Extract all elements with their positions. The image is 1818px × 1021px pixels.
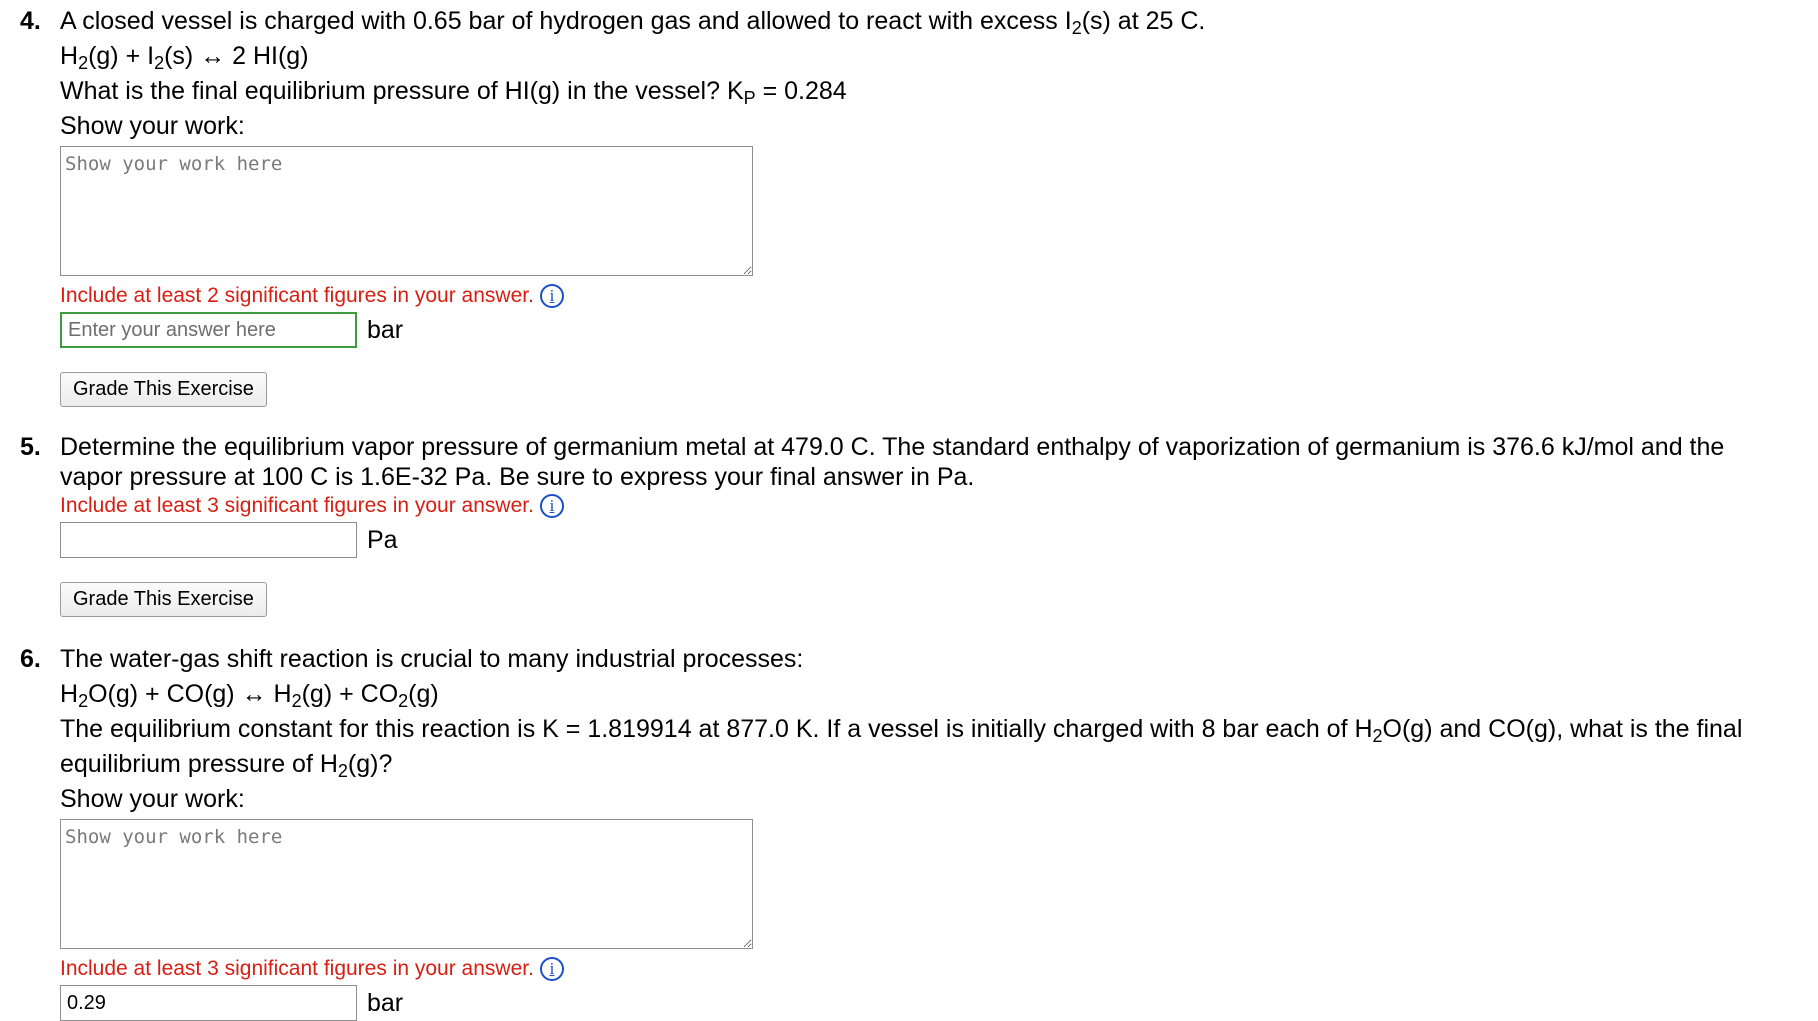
grade-button[interactable]: Grade This Exercise (60, 372, 267, 407)
sigfig-note: Include at least 2 significant figures in your answer. i (60, 282, 1790, 310)
question-text: A closed vessel is charged with 0.65 bar of hydrogen gas and allowed to react with excess $I_2(s)$ at 25 C. (60, 7, 1206, 38)
question-prompt: What is the final equilibrium pressure of HI(g) in the vessel? $K_P = 0.284$ (60, 77, 847, 108)
answer-input[interactable] (60, 985, 357, 1021)
question-number: 4. (20, 7, 41, 35)
answer-input[interactable] (60, 522, 357, 558)
sigfig-note: Include at least 3 significant figures in your answer. i (60, 492, 1790, 520)
answer-input[interactable] (60, 312, 357, 348)
info-icon[interactable]: i (540, 494, 564, 518)
work-textarea[interactable] (60, 819, 753, 949)
reaction-equation: $H_2(g) + I_2(s)$ ↔ 2 HI(g) (60, 42, 309, 73)
question-text: Determine the equilibrium vapor pressure of germanium metal at 479.0 C. The standard enthalpy of vaporization of germanium is 376.6 kJ/mol and the vapor pressure at 100 C is 1.6E-32 Pa. Be sure to express your final answer in Pa. (60, 433, 1725, 491)
question-text: The water-gas shift reaction is crucial to many industrial processes: (60, 645, 804, 673)
question-number: 5. (20, 433, 41, 461)
work-textarea[interactable] (60, 146, 753, 276)
info-icon[interactable]: i (540, 957, 564, 981)
question-body: The equilibrium constant for this reaction is K = 1.819914 at 877.0 K. If a vessel is initially charged with 8 bar each of $H_2O(g)$ and CO(g), what is the final equilibrium pressure of $H_2(g)$? (60, 715, 1743, 781)
answer-row (60, 985, 1790, 1021)
question-number: 6. (20, 645, 41, 673)
work-label: Show your work: (60, 112, 245, 140)
info-icon[interactable]: i (540, 284, 564, 308)
answer-row (60, 522, 1790, 558)
sigfig-note: Include at least 3 significant figures in your answer. i (60, 955, 1790, 983)
work-label: Show your work: (60, 785, 245, 813)
answer-unit: bar (367, 988, 404, 1017)
answer-unit: bar (367, 315, 404, 344)
reaction-equation: $H_2O(g) + CO(g)$ ↔ $H_2(g) + CO_2(g)$ (60, 680, 439, 711)
grade-button[interactable]: Grade This Exercise (60, 582, 267, 617)
answer-unit: Pa (367, 525, 398, 554)
answer-row (60, 312, 1790, 348)
